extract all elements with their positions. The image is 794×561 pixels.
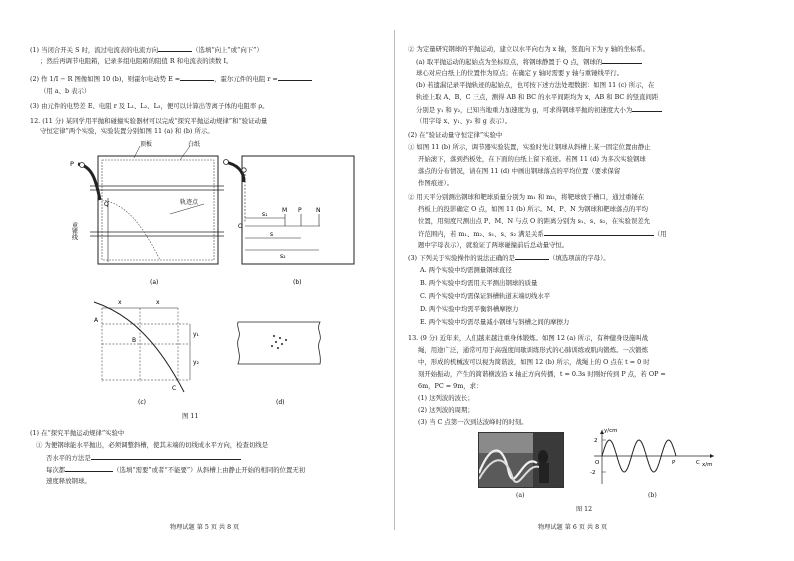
q13-2: (2) 这列波的周期； bbox=[418, 406, 474, 414]
answer-blank[interactable] bbox=[544, 229, 654, 236]
option-a: A. 两个实验中均需测量钢球直径 bbox=[420, 266, 512, 274]
x-axis-label: x/m bbox=[702, 462, 713, 468]
label-x2: x bbox=[156, 299, 160, 306]
board-rect bbox=[98, 156, 218, 264]
wave-graph bbox=[584, 426, 720, 488]
p2b: (a) 取平抛运动的起始点为坐标原点，将钢球静置于 Q 点，钢球的 bbox=[416, 57, 642, 66]
page-divider bbox=[394, 30, 395, 530]
sub-question-1: (1) 在“探究平抛运动规律”实验中 bbox=[30, 429, 125, 437]
caption-c: (c) bbox=[138, 399, 146, 406]
s2-2b: 挡板上的投影确定 O 点，如图 11 (b) 所示。M、P、N 为钢球和靶球落点的平均 bbox=[418, 205, 649, 213]
q12-heading: 12. (11 分) 某同学用平抛和碰撞实验器材可以完成“探究平抛运动规律”和“验证动量 bbox=[30, 117, 268, 125]
origin-O: O bbox=[595, 460, 600, 466]
caption-a: (a) bbox=[150, 279, 159, 286]
footer-right: 物理试题 第 6 页 共 8 页 bbox=[538, 524, 608, 531]
s2-1d: 作图痕迹）。 bbox=[418, 179, 454, 187]
label-O: O bbox=[238, 223, 243, 230]
caption-d: (d) bbox=[276, 399, 285, 406]
label-y1: y₁ bbox=[193, 331, 199, 338]
label-A: A bbox=[94, 317, 99, 324]
q13d: 刻开始振动，产生的简谐横波沿 x 轴正方向传播，t = 0.3s 时刚好传到 P 点，若 OP = bbox=[418, 370, 666, 378]
q12-heading-cont: 守恒定律”两个实验，实验装置分别如图 11 (a) 和 (b) 所示。 bbox=[40, 127, 214, 135]
s2-2d: 许范围内，若 m₁、m₂、s₁、s、s₂ 满足关系 （用 bbox=[418, 230, 667, 238]
figure-11-cd bbox=[30, 292, 380, 408]
caption-12a: (a) bbox=[516, 492, 525, 499]
q3-part2: (2) 作 1/I − R 图像如图 10 (b)，则霍尔电动势 E = ，霍尔元件的电阻 r = bbox=[30, 74, 312, 83]
s2-1c: 落点的分布情况，请在图 11 (d) 中画出钢球落点的平均位置（要求保留 bbox=[418, 167, 621, 175]
battle-rope-photo bbox=[478, 432, 564, 488]
q13b: 绳，用途广泛，通常可用于高强度间歇训练形式的心肺训练或肌肉锻炼。一次锻炼 bbox=[418, 346, 649, 354]
sub-question-1-1: ① 为便钢球能水平抛出，必须调整斜槽，使其末端的切线成水平方向，检查切线是 bbox=[36, 441, 269, 449]
s2-1b: 开始滚下，落到挡板处，在下面的白纸上留下痕迹。若图 11 (d) 为多次实验钢球 bbox=[418, 155, 646, 163]
s2-2c: 位置，用刻度尺测出点 P、M、N 与点 O 的距离分别为 s₁、s、s₂，在实验误差允 bbox=[418, 217, 651, 225]
option-c: C. 两个实验中均需保证斜槽轨道末端切线水平 bbox=[420, 292, 551, 300]
q3-part1-cont: ；然后再调节电阻箱，记录多组电阻箱的阻值 R 和电流表的读数 I。 bbox=[40, 57, 233, 65]
p2c: 球心对应白纸上的位置作为原点；在确定 y 轴时需要 y 轴与重锤线平行。 bbox=[416, 69, 624, 77]
p2g: （用字母 x、y₁、y₂ 和 g 表示）。 bbox=[416, 117, 512, 125]
label-P2: P bbox=[298, 207, 302, 214]
label-s: s bbox=[270, 231, 274, 238]
answer-blank[interactable] bbox=[91, 453, 241, 460]
figure-11-caption: 图 11 bbox=[182, 412, 199, 420]
label-M: M bbox=[282, 207, 288, 214]
tick-2: 2 bbox=[594, 438, 598, 444]
photo-illustration bbox=[479, 433, 563, 487]
label-s1: s₁ bbox=[262, 211, 268, 218]
s2-2f: 题中字母表示），就验证了两球碰撞前后总动量守恒。 bbox=[418, 241, 569, 249]
q13-3: (3) 当 C 点第一次到达波峰时的时刻。 bbox=[418, 418, 528, 426]
answer-blank[interactable] bbox=[65, 465, 113, 472]
p2e: 轨迹上取 A、B、C 三点，测得 AB 和 BC 的水平间距均为 x，AB 和 BC 的竖直间距 bbox=[416, 93, 659, 101]
label-Q: Q bbox=[104, 201, 109, 208]
q3-part2-note: （用 a、b 表示） bbox=[40, 87, 91, 95]
figure-11-ab bbox=[30, 138, 380, 290]
answer-blank[interactable] bbox=[632, 105, 662, 112]
landing-paper bbox=[238, 322, 321, 364]
tick-neg2: -2 bbox=[590, 470, 596, 476]
q13-1: (1) 这列波的波长； bbox=[418, 394, 474, 402]
landing-dots bbox=[271, 335, 287, 349]
q3-part3: (3) 由元件的电势差 E、电阻 r 及 L₁、L₂、L₃，便可以计算出等离子体的电阻率 ρ。 bbox=[30, 102, 269, 110]
label-B: B bbox=[132, 337, 137, 344]
answer-blank[interactable] bbox=[278, 74, 312, 81]
trajectory bbox=[102, 200, 160, 260]
answer-blank[interactable] bbox=[515, 253, 549, 260]
caption-b: (b) bbox=[293, 279, 302, 286]
label-s2: s₂ bbox=[280, 253, 286, 260]
sub-question-1-1b: 否水平的方法是 bbox=[46, 453, 241, 462]
label-N: N bbox=[316, 207, 321, 214]
p2d: (b) 若遗漏记录平抛轨迹的起始点，也可按下述方法处理数据：如图 11 (c) 所示，在 bbox=[416, 81, 655, 89]
figure-12-caption: 图 12 bbox=[576, 506, 593, 513]
sub-question-1-2: 每次都 （选填“需要”或者“不能要”）从斜槽上由静止开始的相同的位置无初 bbox=[46, 466, 306, 474]
label-P: P bbox=[70, 160, 74, 168]
chute-b bbox=[224, 162, 244, 182]
point-P: P bbox=[672, 460, 676, 466]
option-b: B. 两个实验中均需用天平测出钢球的质量 bbox=[420, 279, 538, 287]
label-x1: x bbox=[118, 299, 122, 306]
y-axis-label: y/cm bbox=[604, 428, 618, 434]
q13e: 6m，PC = 9m，求： bbox=[418, 382, 483, 390]
ball bbox=[80, 163, 85, 168]
p2f: 分别是 y₁ 和 y₂，已知当地重力加速度为 g，可求得钢球平抛的初速度大小为 bbox=[416, 105, 662, 114]
answer-blank[interactable] bbox=[180, 74, 214, 81]
option-d: D. 两个实验中均需平衡斜槽摩擦力 bbox=[420, 305, 519, 313]
sub-question-1-2c: 速度释放钢球。 bbox=[46, 477, 91, 485]
label-board: 顶板 bbox=[140, 141, 153, 148]
footer-left: 物理试题 第 5 页 共 8 页 bbox=[170, 524, 240, 531]
s2-3: (3) 下列关于实验操作的说法正确的是 （填选项前的字母）。 bbox=[408, 254, 610, 262]
s2-1: ① 如图 11 (b) 所示，调节器实验装置，实验时先让钢球从斜槽上某一固定位置由静止 bbox=[408, 143, 651, 151]
label-track-point: 轨迹点 bbox=[180, 199, 199, 206]
caption-12b: (b) bbox=[648, 492, 657, 499]
answer-blank[interactable] bbox=[158, 45, 192, 52]
paper-rect bbox=[102, 160, 214, 260]
label-y2: y₂ bbox=[193, 359, 199, 366]
option-e: E. 两个实验中均需尽量减小钢球与斜槽之间的摩擦力 bbox=[420, 318, 570, 326]
label-paper: 白纸 bbox=[188, 141, 201, 148]
s2-2: ② 用天平分别测出钢球和靶球质量分别为 m₁ 和 m₂，将靶球放于槽口，通过重锤在 bbox=[408, 193, 645, 201]
q13c: 中，形成的机械波可以视为简谐波，如图 12 (b) 所示，战绳上的 O 点在 t = 0 时 bbox=[418, 358, 650, 366]
target-ball bbox=[242, 168, 246, 172]
answer-blank[interactable] bbox=[602, 57, 642, 64]
label-plumb: 重锤线 bbox=[70, 222, 78, 240]
q13: 13. (9 分) 近年来，人们越来越注重身体锻炼。如图 12 (a) 所示，有种健身设施叫战 bbox=[408, 334, 649, 342]
q3-part1: (1) 当闭合开关 S 时，流过电流表的电流方向 （选填“向上”或“向下”） bbox=[30, 46, 263, 54]
label-C: C bbox=[172, 385, 177, 392]
chute bbox=[78, 164, 100, 200]
p2: ② 为定量研究钢球的平抛运动，建立以水平向右为 x 轴，竖直向下为 y 轴的坐标系。 bbox=[408, 45, 650, 53]
point-C: C bbox=[696, 460, 700, 466]
sub-question-2: (2) 在“验证动量守恒定律”实验中 bbox=[408, 131, 503, 139]
curve-abc bbox=[94, 302, 184, 392]
